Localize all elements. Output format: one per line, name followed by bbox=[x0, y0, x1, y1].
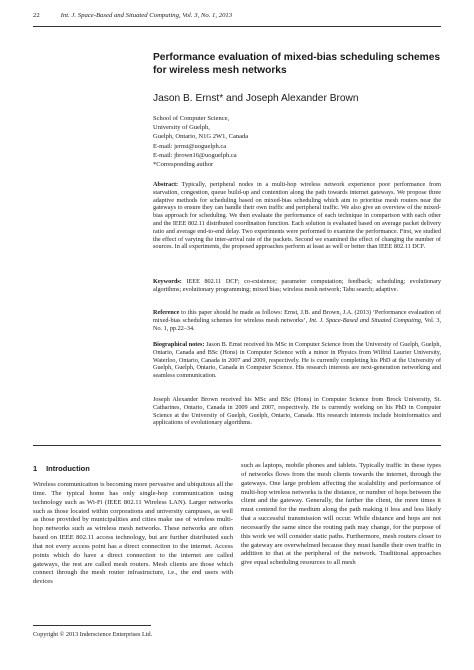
keywords-label: Keywords: bbox=[153, 278, 182, 285]
journal-citation: Int. J. Space-Based and Situated Computing, Vol. 3, No. 1, 2013 bbox=[60, 12, 233, 19]
keywords-text: IEEE 802.11 DCF; co-existence; parameter computation; feedback; scheduling; evolutionary algorithms; evolutionary programming; mixed bias; wireless mesh network; Tabu search; adaptive. bbox=[153, 278, 441, 293]
affiliation-line: School of Computer Science, bbox=[153, 115, 230, 122]
biographical-notes bbox=[153, 341, 441, 380]
copyright-footer: Copyright © 2013 Inderscience Enterprises Ltd. bbox=[33, 631, 153, 638]
section-number: 1 bbox=[33, 464, 38, 473]
section-title: Introduction bbox=[46, 464, 90, 473]
affiliation-line: University of Guelph, bbox=[153, 124, 210, 132]
running-header bbox=[33, 12, 441, 19]
bio-label: Biographical notes: bbox=[153, 341, 205, 348]
bio-text-ernst: Jason B. Ernst received his MSc in Computer Science from the University of Guelph, Guelph, Ontario, Canada and BSc (Hons) in Computer Science with a minor in Physics from Wilfrid Laurier University, Waterloo, Ontario, Canada in 2007 and 2009, respectively. He is currently completing his PhD at the University of Guelph, Guelph, Ontario, Canada in Computer Science. His research interests are next-generation networking and seamless communication. bbox=[153, 341, 441, 380]
keywords bbox=[153, 278, 441, 294]
abstract-text: Typically, peripheral nodes in a multi-hop wireless network experience poor performance from starvation, congestion, queue build-up and contention along the path towards internet gateways. We propose three adaptive methods for scheduling based on mixed-bias scheduling which aim to prioritise mesh routers near the gateways to ensure they can handle their own traffic and peripheral traffic. We also give an overview of the mixed-bias approach for scheduling. We then evaluate the performance of each technique in comparison with each other and the IEEE 802.11 distributed coordination function. Each solution is evaluated based on average packet delivery ratio and average end-to-end delay. Two experiments were performed to examine the performance. First, we studied the effect of varying the inter-arrival rate of the packets. Second we examined the effect of changing the number of sources. In all experiments, the proposed approaches perform at least as well or better than IEEE 802.11 DCF. bbox=[153, 181, 441, 251]
affiliation-line: Guelph, Ontario, N1G 2W1, Canada bbox=[153, 133, 249, 141]
header-rule bbox=[33, 26, 441, 27]
email-line: E-mail: jernst@uoguelph.ca bbox=[153, 142, 227, 150]
bio-text-brown: Joseph Alexander Brown received his MSc and BSc (Hons) in Computer Science from Brock University, St. Catharines, Ontario, Canada in 2009 and 2007, respectively. He is currently working on his PhD in Computer Science at the University of Guelph, Guelph, Ontario, Canada. His research interests include bioinformatics and applications of evolutionary algorithms. bbox=[153, 396, 441, 427]
abstract-label: Abstract: bbox=[153, 181, 179, 188]
abstract bbox=[153, 181, 441, 251]
email-line: E-mail: jbrown16@uoguelph.ca bbox=[153, 151, 237, 159]
paper-title: Performance evaluation of mixed-bias scheduling schemes for wireless mesh networks bbox=[153, 52, 441, 76]
reference-label: Reference bbox=[153, 309, 180, 316]
reference-note bbox=[153, 309, 441, 332]
biographical-notes-brown bbox=[153, 396, 441, 427]
paper-authors: Jason B. Ernst* and Joseph Alexander Brown bbox=[153, 93, 359, 104]
body-column-left: Wireless communication is becoming more pervasive and ubiquitous all the time. The typical home has only single-hop communication using technology such as Wi-Fi (IEEE 802.11 Wireless LAN). Larger networks such as those located within corporations and university campuses, as well as those provided by municipalities and cities make use of wireless multi-hop networks such as wireless mesh networks. These networks are often based on IEEE 802.11 access technology, but are further distributed such that not every access point has a direct connection to the internet. Access points which do have a direct connection to the internet are called gateways, the rest are called mesh routers. Mesh clients are those which connect through the mesh router infrastructure, i.e., the end users with devices bbox=[33, 481, 233, 586]
page-number: 22 bbox=[33, 12, 40, 19]
affiliation-block bbox=[153, 114, 248, 169]
reference-volume: , Vol. 3, No. 1, pp.22–34. bbox=[153, 316, 442, 332]
abstract-end-rule bbox=[33, 445, 441, 446]
corresponding-author-note: *Corresponding author bbox=[153, 161, 214, 169]
footer-rule bbox=[33, 625, 151, 626]
body-column-right: such as laptops, mobile phones and tablets. Typically traffic in these types of networks flows from the mesh clients towards the internet, through the gateways. One large problem affecting the scalability and performance of multi-hop wireless networks is the distance, or number of hops between the client and the gateway. Generally, the farther the client, the more times it must contend for the medium along the path making it less and less likely that a successful transmission will occur. While distance and hops are not necessarily the same since the routing path may change, for the purpose of this work we will consider static paths. Furthermore, mesh routers closer to the gateway are overwhelmed because they must handle their own traffic in addition to that at the peripheral of the network. Traditional approaches give equal scheduling resources to all mesh bbox=[241, 462, 441, 567]
reference-journal: Int. J. Space-Based and Situated Computing bbox=[309, 316, 421, 324]
reference-text: to this paper should be made as follows: Ernst, J.B. and Brown, J.A. (2013) ‘Performance evaluation of mixed-bias scheduling schemes for wireless mesh networks’, bbox=[153, 309, 442, 324]
section-heading bbox=[33, 464, 90, 473]
